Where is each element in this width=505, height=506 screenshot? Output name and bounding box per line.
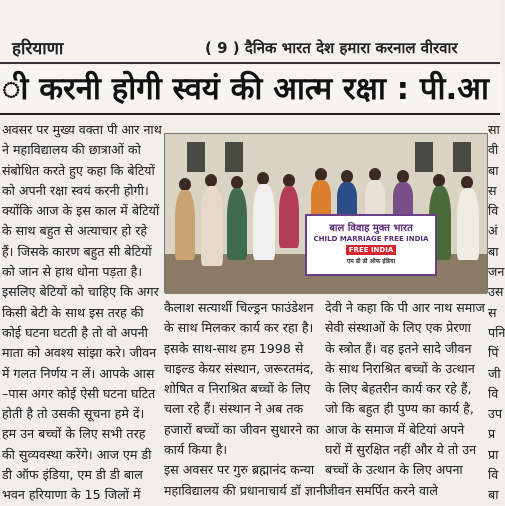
text-line: शोषित व निराश्रित बच्चों के लिए xyxy=(164,381,311,397)
text-line: संबोधित करते हुए कहा कि बेटियों xyxy=(2,162,155,178)
text-line: बा xyxy=(488,487,499,503)
text-line: किसी बेटी के साथ इस तरह की xyxy=(2,304,144,320)
text-line: जीवन समर्पित करने वाले xyxy=(325,482,438,498)
text-line: पिं xyxy=(488,345,499,361)
text-line: की सुव्यवस्था करेंगे। आज एम डी xyxy=(2,446,152,462)
text-line: –पास अगर कोई ऐसी घटना घटित xyxy=(2,385,156,401)
text-line: वी xyxy=(488,142,499,158)
text-line: को जान से हाथ धोना पड़ता है। xyxy=(2,264,143,280)
text-line: चाइल्ड केयर संस्थान, जरूरतमंद, xyxy=(164,360,314,376)
text-line: अं xyxy=(488,223,498,239)
text-line: प्र xyxy=(488,426,496,442)
text-line: डी ऑफ इंडिया, एम डी डी बाल xyxy=(2,467,143,483)
text-line: पनि xyxy=(488,324,505,340)
person xyxy=(457,188,479,260)
person xyxy=(393,182,413,218)
text-line: के स्त्रोत हैं। वह इतने सादे जीवन xyxy=(325,340,472,356)
text-line: सेवी संस्थाओं के लिए एक प्रेरणा xyxy=(325,320,471,336)
article-column-1 xyxy=(2,120,162,506)
text-line: बच्चों के उत्थान के लिए अपना xyxy=(325,462,463,478)
text-line: स xyxy=(488,182,497,198)
text-line: के साथ निराश्रित बच्चों के उत्थान xyxy=(325,360,475,376)
person xyxy=(253,184,275,260)
text-line: सा xyxy=(488,122,500,137)
banner-tag: FREE INDIA xyxy=(346,245,396,255)
text-line: ने महाविद्यालय की छात्राओं को xyxy=(2,142,141,158)
article-column-2 xyxy=(164,298,327,501)
text-line: देवी ने कहा कि पी आर नाथ समाज xyxy=(325,300,485,315)
text-line: होती है तो उसकी सूचना हमे दें। xyxy=(2,406,145,422)
text-line: वि xyxy=(488,203,499,219)
photo-window xyxy=(225,142,243,172)
photo-window xyxy=(453,142,471,172)
person xyxy=(227,188,247,260)
news-photo xyxy=(164,133,488,293)
person xyxy=(201,186,223,266)
text-line: हजारों बच्चों का जीवन सुधारने का xyxy=(164,421,320,437)
person xyxy=(365,180,385,218)
text-line: बा xyxy=(488,243,499,259)
text-line: वि xyxy=(488,467,499,483)
text-line: के लिए बेहतरीन कार्य कर रहे हैं, xyxy=(325,381,472,397)
text-line: उस xyxy=(488,284,504,300)
text-line: के साथ मिलकर कार्य कर रहा है। xyxy=(164,320,314,336)
page-info: ( 9 ) दैनिक भारत देश हमारा करनाल वीरवार xyxy=(205,39,458,57)
text-line: कोई घटना घटती है तो वो अपनी xyxy=(2,324,148,340)
text-line: घरों में सुरक्षित नहीं और ये तो उन xyxy=(325,442,477,458)
text-line: हैं। जिसके कारण बहुत सी बेटियों xyxy=(2,243,152,259)
text-line: अवसर पर मुख्य वक्ता पी आर नाथ xyxy=(2,122,162,137)
banner-subtitle: CHILD MARRIAGE FREE INDIA xyxy=(313,235,429,243)
headline-rule xyxy=(0,113,500,115)
text-line: जन xyxy=(488,264,505,280)
text-line: महाविद्यालय की प्रधानाचार्य डॉ ज्ञानी xyxy=(164,482,327,498)
text-line: वि xyxy=(488,385,499,401)
section-name: हरियाणा xyxy=(12,39,64,59)
text-line: जी xyxy=(488,365,501,381)
banner-title: बाल विवाह मुक्त भारत xyxy=(329,223,413,234)
banner-organization: एम डी डी ऑफ इंडिया xyxy=(346,258,396,265)
text-line: बा xyxy=(488,162,499,178)
text-line: कैलाश सत्यार्थी चिल्ड्रन फाउंडेशन xyxy=(164,300,314,315)
text-line: हम उन बच्चों के लिए सभी तरह xyxy=(2,426,146,442)
person xyxy=(279,186,299,248)
article-column-4-cut xyxy=(488,120,505,506)
text-line: में गलत निर्णय न लें। आपके आस xyxy=(2,365,155,381)
masthead xyxy=(0,0,500,64)
text-line: जो कि बहुत ही पुण्य का कार्य है, xyxy=(325,401,474,417)
photo-window xyxy=(187,142,205,172)
photo-window xyxy=(415,142,433,172)
text-line: इसलिए बेटियों को चाहिए कि अगर xyxy=(2,284,159,300)
text-line: क्योंकि आज के इस काल में बेटियों xyxy=(2,203,160,219)
text-line: को अपनी रक्षा स्वयं करनी होगी। xyxy=(2,182,149,198)
text-line: आज के समाज में बेटियां अपने xyxy=(325,421,465,437)
text-line: भवन हरियाणा के 15 जिलों में xyxy=(2,487,141,503)
text-line: कार्य किया है। xyxy=(164,442,228,458)
headline: ी करनी होगी स्वयं की आत्म रक्षा : पी.आ xyxy=(0,66,502,112)
text-line: इस अवसर पर गुरु ब्रह्मानंद कन्या xyxy=(164,462,315,478)
article-column-3 xyxy=(325,298,483,501)
text-line: इसके साथ-साथ हम 1998 से xyxy=(164,340,304,356)
text-line: चला रहे हैं। संस्थान ने अब तक xyxy=(164,401,304,417)
text-line: उप xyxy=(488,406,503,422)
text-line: माता को अवश्य सांझा करे। जीवन xyxy=(2,345,157,361)
event-banner xyxy=(305,214,437,276)
text-line: के साथ बहुत से अत्याचार हो रहे xyxy=(2,223,148,239)
text-line: स xyxy=(488,304,497,320)
text-line: प्रा xyxy=(488,446,499,462)
person xyxy=(175,190,195,260)
